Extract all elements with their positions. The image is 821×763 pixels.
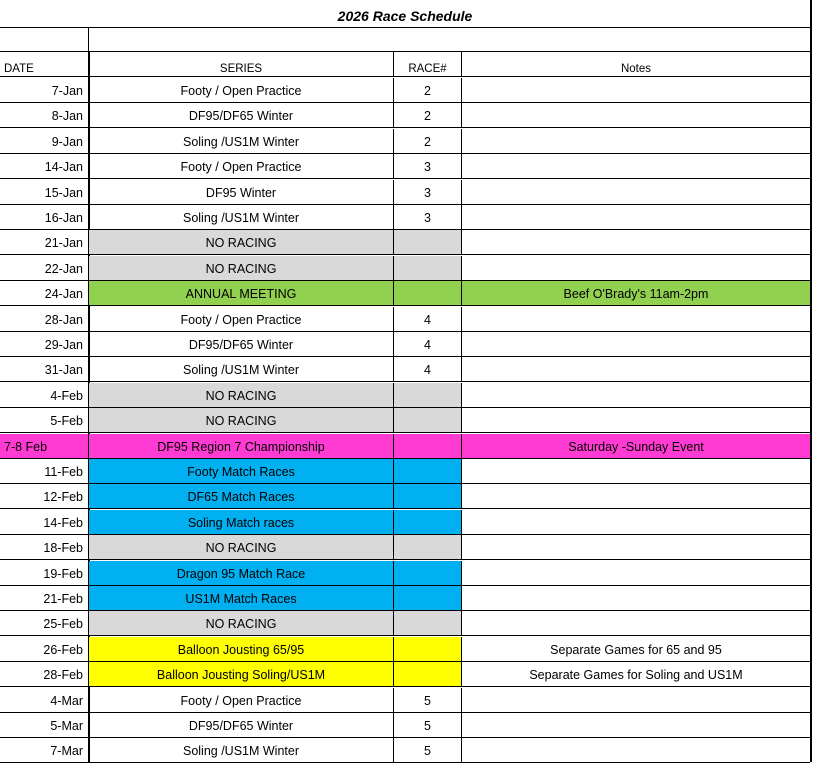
notes-cell[interactable] bbox=[462, 535, 810, 560]
header-series[interactable]: SERIES bbox=[89, 52, 394, 77]
notes-cell[interactable] bbox=[462, 561, 810, 586]
race-cell[interactable] bbox=[394, 408, 462, 433]
race-cell[interactable] bbox=[394, 637, 462, 662]
date-cell[interactable]: 12-Feb bbox=[0, 484, 89, 509]
series-cell[interactable]: DF95/DF65 Winter bbox=[89, 713, 394, 738]
notes-cell[interactable] bbox=[462, 332, 810, 357]
table-row bbox=[0, 586, 810, 611]
race-cell[interactable] bbox=[394, 281, 462, 306]
notes-cell[interactable]: Beef O'Brady's 11am-2pm bbox=[462, 281, 810, 306]
table-row bbox=[0, 332, 810, 357]
date-cell[interactable]: 19-Feb bbox=[0, 561, 89, 586]
series-cell[interactable]: DF95/DF65 Winter bbox=[89, 103, 394, 128]
notes-cell[interactable] bbox=[462, 230, 810, 255]
table-row bbox=[0, 256, 810, 281]
series-cell[interactable]: DF65 Match Races bbox=[89, 484, 394, 509]
title-row bbox=[0, 0, 810, 28]
notes-cell[interactable] bbox=[462, 256, 810, 281]
date-cell[interactable]: 21-Feb bbox=[0, 586, 89, 611]
table-row bbox=[0, 129, 810, 154]
date-cell[interactable]: 22-Jan bbox=[0, 256, 89, 281]
race-cell[interactable]: 5 bbox=[394, 738, 462, 763]
series-cell[interactable]: Soling /US1M Winter bbox=[89, 738, 394, 763]
notes-cell[interactable] bbox=[462, 103, 810, 128]
race-cell[interactable] bbox=[394, 535, 462, 560]
header-race[interactable]: RACE# bbox=[394, 52, 462, 77]
notes-cell[interactable] bbox=[462, 459, 810, 484]
race-cell[interactable]: 5 bbox=[394, 713, 462, 738]
race-cell[interactable] bbox=[394, 586, 462, 611]
table-row bbox=[0, 561, 810, 586]
notes-cell[interactable] bbox=[462, 383, 810, 408]
date-cell[interactable]: 31-Jan bbox=[0, 357, 89, 382]
notes-cell[interactable] bbox=[462, 713, 810, 738]
table-row bbox=[0, 510, 810, 535]
header-date[interactable]: DATE bbox=[0, 52, 89, 77]
date-cell[interactable]: 9-Jan bbox=[0, 129, 89, 154]
date-cell[interactable]: 25-Feb bbox=[0, 611, 89, 636]
race-cell[interactable] bbox=[394, 611, 462, 636]
series-cell[interactable]: DF95 Winter bbox=[89, 180, 394, 205]
race-cell[interactable]: 2 bbox=[394, 129, 462, 154]
notes-cell[interactable] bbox=[462, 510, 810, 535]
sheet-title: 2026 Race Schedule bbox=[337, 8, 473, 24]
table-row bbox=[0, 205, 810, 230]
date-cell[interactable]: 7-Mar bbox=[0, 738, 89, 763]
notes-cell[interactable] bbox=[462, 154, 810, 179]
date-cell[interactable]: 5-Feb bbox=[0, 408, 89, 433]
race-cell[interactable]: 4 bbox=[394, 307, 462, 332]
table-row bbox=[0, 154, 810, 179]
race-cell[interactable] bbox=[394, 256, 462, 281]
table-row bbox=[0, 662, 810, 687]
notes-cell[interactable]: Separate Games for 65 and 95 bbox=[462, 637, 810, 662]
date-cell[interactable]: 4-Mar bbox=[0, 688, 89, 713]
race-cell[interactable]: 3 bbox=[394, 205, 462, 230]
race-cell[interactable] bbox=[394, 510, 462, 535]
series-cell[interactable]: US1M Match Races bbox=[89, 586, 394, 611]
race-cell[interactable] bbox=[394, 383, 462, 408]
table-row bbox=[0, 459, 810, 484]
blank-row[interactable] bbox=[0, 27, 810, 52]
race-cell[interactable]: 2 bbox=[394, 78, 462, 103]
series-cell[interactable]: NO RACING bbox=[89, 383, 394, 408]
date-cell[interactable]: 28-Jan bbox=[0, 307, 89, 332]
race-cell[interactable] bbox=[394, 662, 462, 687]
series-cell[interactable]: Balloon Jousting Soling/US1M bbox=[89, 662, 394, 687]
race-cell[interactable] bbox=[394, 230, 462, 255]
date-cell[interactable]: 26-Feb bbox=[0, 637, 89, 662]
series-cell[interactable]: Soling /US1M Winter bbox=[89, 129, 394, 154]
series-cell[interactable]: DF95/DF65 Winter bbox=[89, 332, 394, 357]
notes-cell[interactable] bbox=[462, 78, 810, 103]
date-cell[interactable]: 24-Jan bbox=[0, 281, 89, 306]
series-cell[interactable]: Soling /US1M Winter bbox=[89, 205, 394, 230]
race-cell[interactable]: 5 bbox=[394, 688, 462, 713]
race-cell[interactable]: 3 bbox=[394, 154, 462, 179]
notes-cell[interactable] bbox=[462, 586, 810, 611]
notes-cell[interactable] bbox=[462, 484, 810, 509]
date-cell[interactable]: 28-Feb bbox=[0, 662, 89, 687]
date-cell[interactable]: 21-Jan bbox=[0, 230, 89, 255]
series-cell[interactable]: Footy / Open Practice bbox=[89, 307, 394, 332]
series-cell[interactable]: NO RACING bbox=[89, 256, 394, 281]
series-cell[interactable]: Footy / Open Practice bbox=[89, 154, 394, 179]
notes-cell[interactable]: Saturday -Sunday Event bbox=[462, 434, 810, 459]
date-cell[interactable]: 29-Jan bbox=[0, 332, 89, 357]
date-cell[interactable]: 14-Jan bbox=[0, 154, 89, 179]
notes-cell[interactable] bbox=[462, 688, 810, 713]
notes-cell[interactable] bbox=[462, 180, 810, 205]
series-cell[interactable]: NO RACING bbox=[89, 611, 394, 636]
race-cell[interactable]: 4 bbox=[394, 332, 462, 357]
table-row bbox=[0, 688, 810, 713]
series-cell[interactable]: Balloon Jousting 65/95 bbox=[89, 637, 394, 662]
series-cell[interactable]: NO RACING bbox=[89, 230, 394, 255]
table-row bbox=[0, 637, 810, 662]
series-cell[interactable]: Soling Match races bbox=[89, 510, 394, 535]
table-row bbox=[0, 434, 810, 459]
date-cell[interactable]: 7-8 Feb bbox=[0, 434, 89, 459]
notes-cell[interactable] bbox=[462, 357, 810, 382]
race-cell[interactable]: 3 bbox=[394, 180, 462, 205]
race-cell[interactable]: 2 bbox=[394, 103, 462, 128]
table-row bbox=[0, 307, 810, 332]
table-row bbox=[0, 180, 810, 205]
race-cell[interactable] bbox=[394, 484, 462, 509]
table-row bbox=[0, 738, 810, 763]
date-cell[interactable]: 15-Jan bbox=[0, 180, 89, 205]
series-cell[interactable]: Footy Match Races bbox=[89, 459, 394, 484]
notes-cell[interactable] bbox=[462, 205, 810, 230]
notes-cell[interactable] bbox=[462, 129, 810, 154]
series-cell[interactable]: NO RACING bbox=[89, 535, 394, 560]
series-cell[interactable]: Footy / Open Practice bbox=[89, 78, 394, 103]
date-cell[interactable]: 14-Feb bbox=[0, 510, 89, 535]
notes-cell[interactable] bbox=[462, 611, 810, 636]
table-row bbox=[0, 611, 810, 636]
date-cell[interactable]: 7-Jan bbox=[0, 78, 89, 103]
race-cell[interactable]: 4 bbox=[394, 357, 462, 382]
series-cell[interactable]: ANNUAL MEETING bbox=[89, 281, 394, 306]
date-cell[interactable]: 16-Jan bbox=[0, 205, 89, 230]
notes-cell[interactable] bbox=[462, 738, 810, 763]
table-row bbox=[0, 281, 810, 306]
race-cell[interactable] bbox=[394, 434, 462, 459]
date-cell[interactable]: 4-Feb bbox=[0, 383, 89, 408]
header-row bbox=[0, 52, 810, 77]
notes-cell[interactable] bbox=[462, 307, 810, 332]
table-row bbox=[0, 408, 810, 433]
series-cell[interactable]: Soling /US1M Winter bbox=[89, 357, 394, 382]
series-cell[interactable]: Dragon 95 Match Race bbox=[89, 561, 394, 586]
race-cell[interactable] bbox=[394, 561, 462, 586]
series-cell[interactable]: NO RACING bbox=[89, 408, 394, 433]
notes-cell[interactable]: Separate Games for Soling and US1M bbox=[462, 662, 810, 687]
race-cell[interactable] bbox=[394, 459, 462, 484]
date-cell[interactable]: 8-Jan bbox=[0, 103, 89, 128]
date-cell[interactable]: 5-Mar bbox=[0, 713, 89, 738]
table-row bbox=[0, 713, 810, 738]
date-cell[interactable]: 11-Feb bbox=[0, 459, 89, 484]
table-row bbox=[0, 484, 810, 509]
series-cell[interactable]: DF95 Region 7 Championship bbox=[89, 434, 394, 459]
table-row bbox=[0, 357, 810, 382]
table-row bbox=[0, 383, 810, 408]
series-cell[interactable]: Footy / Open Practice bbox=[89, 688, 394, 713]
table-row bbox=[0, 535, 810, 560]
table-row bbox=[0, 230, 810, 255]
notes-cell[interactable] bbox=[462, 408, 810, 433]
date-cell[interactable]: 18-Feb bbox=[0, 535, 89, 560]
table-row bbox=[0, 103, 810, 128]
header-notes[interactable]: Notes bbox=[462, 52, 810, 77]
table-row bbox=[0, 78, 810, 103]
